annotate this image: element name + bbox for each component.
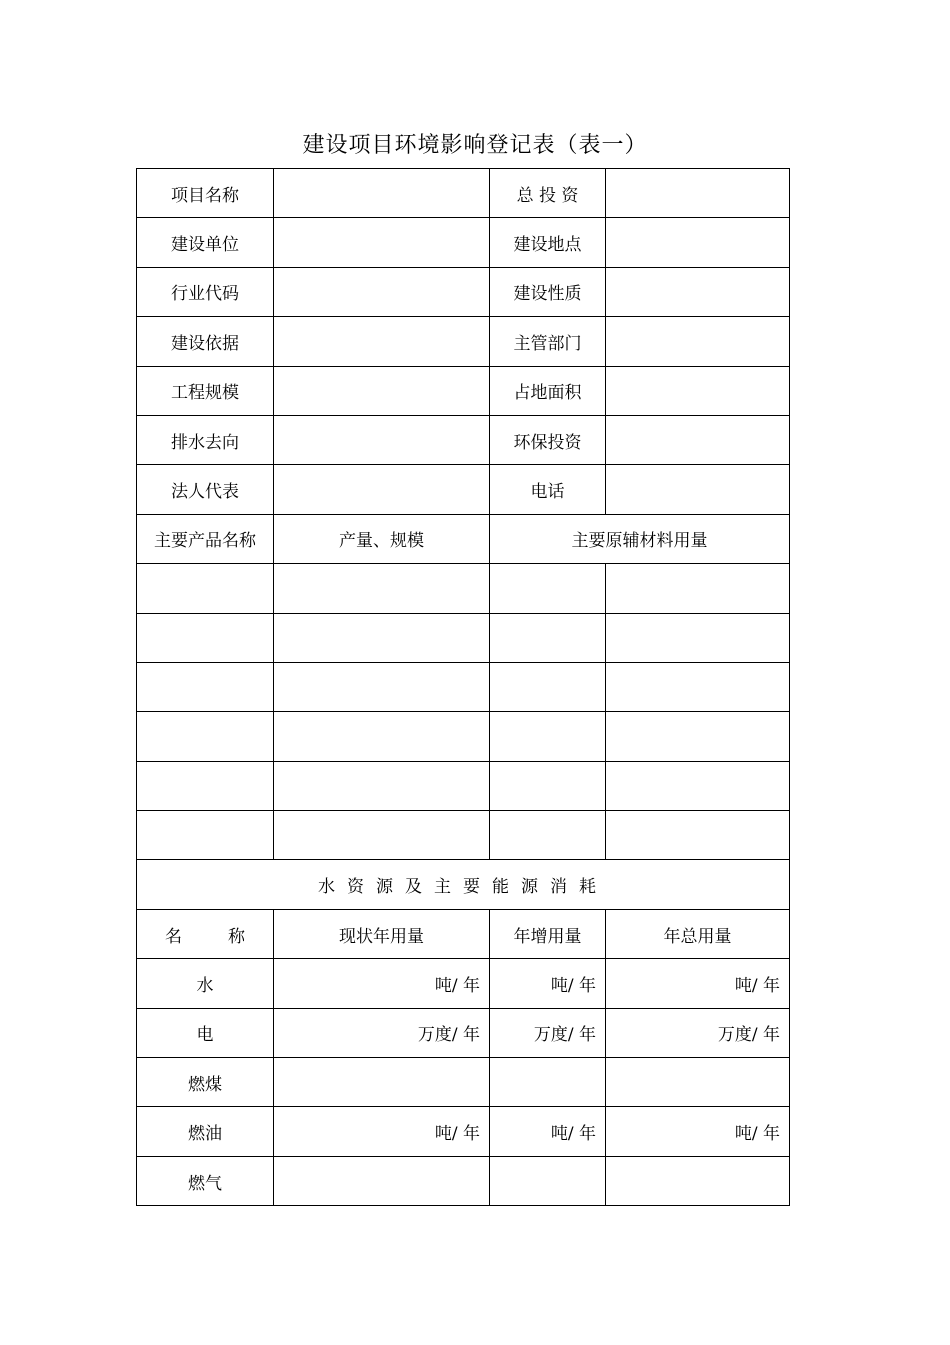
info-row-legal-rep xyxy=(137,465,790,514)
resource-name: 燃气 xyxy=(137,1156,274,1205)
material-amount-cell[interactable] xyxy=(606,613,790,662)
resource-total-field[interactable]: 万度/ 年 xyxy=(606,1008,790,1057)
registration-form-table xyxy=(136,168,790,1206)
label-construction-site: 建设地点 xyxy=(490,218,606,267)
resource-total-field[interactable]: 吨/ 年 xyxy=(606,959,790,1008)
material-name-cell[interactable] xyxy=(490,811,606,860)
product-name-cell[interactable] xyxy=(137,811,274,860)
resource-current-field[interactable] xyxy=(274,1156,490,1205)
product-row xyxy=(137,613,790,662)
resource-name: 燃煤 xyxy=(137,1058,274,1107)
resource-increase-field[interactable] xyxy=(490,1156,606,1205)
field-construction-basis[interactable] xyxy=(274,317,490,366)
label-project-name: 项目名称 xyxy=(137,169,274,218)
field-project-scale[interactable] xyxy=(274,366,490,415)
label-total-investment: 总 投 资 xyxy=(490,169,606,218)
resource-name: 燃油 xyxy=(137,1107,274,1156)
material-amount-cell[interactable] xyxy=(606,662,790,711)
resource-increase-field[interactable]: 万度/ 年 xyxy=(490,1008,606,1057)
resource-total-field[interactable] xyxy=(606,1058,790,1107)
material-amount-cell[interactable] xyxy=(606,712,790,761)
resource-current-field[interactable]: 万度/ 年 xyxy=(274,1008,490,1057)
field-project-name[interactable] xyxy=(274,169,490,218)
label-project-scale: 工程规模 xyxy=(137,366,274,415)
field-drainage-direction[interactable] xyxy=(274,415,490,464)
header-name-part2: 称 xyxy=(228,926,245,947)
resource-name: 水 xyxy=(137,959,274,1008)
resource-current-field[interactable]: 吨/ 年 xyxy=(274,959,490,1008)
product-output-cell[interactable] xyxy=(274,662,490,711)
material-name-cell[interactable] xyxy=(490,662,606,711)
header-product-name: 主要产品名称 xyxy=(137,514,274,563)
material-name-cell[interactable] xyxy=(490,613,606,662)
field-total-investment[interactable] xyxy=(606,169,790,218)
product-row xyxy=(137,662,790,711)
resource-increase-field[interactable]: 吨/ 年 xyxy=(490,959,606,1008)
material-amount-cell[interactable] xyxy=(606,761,790,810)
label-industry-code: 行业代码 xyxy=(137,267,274,316)
resource-total-field[interactable]: 吨/ 年 xyxy=(606,1107,790,1156)
product-output-cell[interactable] xyxy=(274,811,490,860)
product-name-cell[interactable] xyxy=(137,662,274,711)
field-land-area[interactable] xyxy=(606,366,790,415)
label-construction-nature: 建设性质 xyxy=(490,267,606,316)
material-name-cell[interactable] xyxy=(490,564,606,613)
field-competent-department[interactable] xyxy=(606,317,790,366)
info-row-project-name xyxy=(137,169,790,218)
label-land-area: 占地面积 xyxy=(490,366,606,415)
product-output-cell[interactable] xyxy=(274,613,490,662)
header-resource-name xyxy=(137,909,274,958)
info-row-project-scale xyxy=(137,366,790,415)
field-phone[interactable] xyxy=(606,465,790,514)
material-name-cell[interactable] xyxy=(490,761,606,810)
product-name-cell[interactable] xyxy=(137,761,274,810)
form-title: 建设项目环境影响登记表（表一） xyxy=(302,133,648,158)
label-phone: 电话 xyxy=(490,465,606,514)
field-construction-site[interactable] xyxy=(606,218,790,267)
info-row-drainage xyxy=(137,415,790,464)
resource-total-field[interactable] xyxy=(606,1156,790,1205)
product-name-cell[interactable] xyxy=(137,613,274,662)
field-legal-representative[interactable] xyxy=(274,465,490,514)
resource-row-electricity xyxy=(137,1008,790,1057)
header-output-scale: 产量、规模 xyxy=(274,514,490,563)
field-construction-unit[interactable] xyxy=(274,218,490,267)
label-construction-basis: 建设依据 xyxy=(137,317,274,366)
resource-row-oil xyxy=(137,1107,790,1156)
resources-header-row xyxy=(137,909,790,958)
product-row xyxy=(137,712,790,761)
resource-increase-field[interactable]: 吨/ 年 xyxy=(490,1107,606,1156)
field-construction-nature[interactable] xyxy=(606,267,790,316)
resource-name: 电 xyxy=(137,1008,274,1057)
info-row-construction-basis xyxy=(137,317,790,366)
header-current-usage: 现状年用量 xyxy=(274,909,490,958)
products-header-row xyxy=(137,514,790,563)
field-env-investment[interactable] xyxy=(606,415,790,464)
product-row xyxy=(137,811,790,860)
header-materials: 主要原辅材料用量 xyxy=(490,514,790,563)
resource-row-gas xyxy=(137,1156,790,1205)
label-competent-department: 主管部门 xyxy=(490,317,606,366)
field-industry-code[interactable] xyxy=(274,267,490,316)
info-row-industry-code xyxy=(137,267,790,316)
resource-row-water xyxy=(137,959,790,1008)
label-env-investment: 环保投资 xyxy=(490,415,606,464)
label-legal-representative: 法人代表 xyxy=(137,465,274,514)
label-drainage-direction: 排水去向 xyxy=(137,415,274,464)
product-name-cell[interactable] xyxy=(137,564,274,613)
material-name-cell[interactable] xyxy=(490,712,606,761)
product-row xyxy=(137,761,790,810)
header-name-part1: 名 xyxy=(165,926,182,947)
resource-row-coal xyxy=(137,1058,790,1107)
label-construction-unit: 建设单位 xyxy=(137,218,274,267)
resource-increase-field[interactable] xyxy=(490,1058,606,1107)
info-row-construction-unit xyxy=(137,218,790,267)
material-amount-cell[interactable] xyxy=(606,564,790,613)
product-output-cell[interactable] xyxy=(274,712,490,761)
resources-title-row xyxy=(137,860,790,909)
resource-current-field[interactable] xyxy=(274,1058,490,1107)
material-amount-cell[interactable] xyxy=(606,811,790,860)
resources-section-title: 水资源及主要能源消耗 xyxy=(137,860,790,909)
product-output-cell[interactable] xyxy=(274,761,490,810)
product-name-cell[interactable] xyxy=(137,712,274,761)
header-total-usage: 年总用量 xyxy=(606,909,790,958)
product-row xyxy=(137,564,790,613)
resource-current-field[interactable]: 吨/ 年 xyxy=(274,1107,490,1156)
product-output-cell[interactable] xyxy=(274,564,490,613)
header-increase-usage: 年增用量 xyxy=(490,909,606,958)
